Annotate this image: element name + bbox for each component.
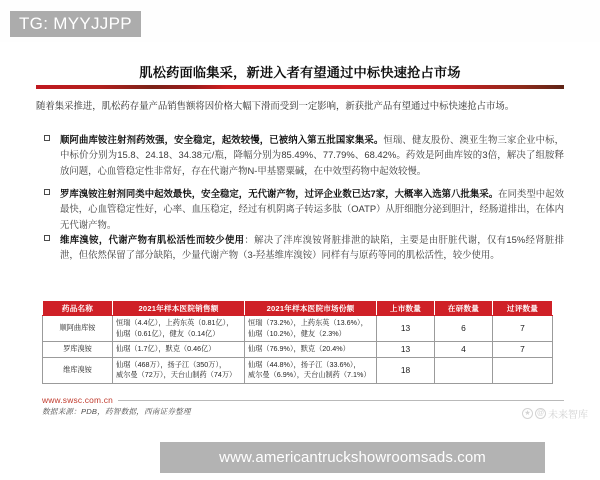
cell-drug-name: 顺阿曲库铵 [43, 316, 113, 342]
table-row [43, 342, 553, 358]
cell-sales-line1: 仙琚（1.7亿），默克（0.46亿） [116, 344, 216, 353]
bullet-item-3 [36, 232, 564, 263]
footer-website-url[interactable]: www.swsc.com.cn [42, 395, 113, 405]
slide-content [0, 42, 600, 440]
cell-share-line1: 仙琚（76.9%），默克（20.4%） [248, 344, 350, 353]
cell-drug-name: 罗库溴铵 [43, 342, 113, 358]
bullet-1-text [60, 132, 564, 178]
cell-sales [113, 342, 245, 358]
cell-sales [113, 316, 245, 342]
cell-share [245, 342, 377, 358]
bullet-2-rest: 在同类型中起效最快，心血管稳定性好，心率、血压稳定，经过有机阴离子转运多肽（OATP）从肝细胞分泌到胆汁，经肠道排出，在体内无代谢产物。 [60, 188, 564, 230]
cell-listed-count: 13 [377, 316, 435, 342]
bullet-1-lead: 顺阿曲库铵注射剂药效强，安全稳定，起效较慢，已被纳入第五批国家集采。 [60, 134, 384, 145]
cell-sales-line1: 仙琚（468万），扬子江（350万）， [116, 359, 227, 369]
table-header-passed: 过评数量 [493, 301, 553, 316]
cell-sales-line2: 仙琚（0.61亿），健友（0.14亿） [116, 328, 220, 338]
cell-share-line1: 仙琚（44.8%），扬子江（33.6%）， [248, 359, 361, 369]
cell-passed-count: 7 [493, 316, 553, 342]
cell-listed-count: 18 [377, 357, 435, 383]
cell-share [245, 316, 377, 342]
square-bullet-icon [44, 235, 50, 241]
cell-passed-count: 7 [493, 342, 553, 358]
square-bullet-icon [44, 135, 50, 141]
bullet-3-rest: ：解决了泮库溴铵肾脏排泄的缺陷，主要是由肝脏代谢，仅有15%经肾脏排泄，但依然保留了部分缺陷，少量代谢产物（3-羟基维库溴铵）同样有与原药等同的肌松活性，较少使用。 [60, 234, 564, 261]
table-header-drug-name: 药品名称 [43, 301, 113, 316]
drug-comparison-table-wrapper [42, 300, 552, 384]
cell-research-count [435, 357, 493, 383]
table-header-share: 2021年样本医院市场份额 [245, 301, 377, 316]
cell-sales-line1: 恒瑞（4.4亿），上药东英（0.81亿）， [116, 318, 234, 327]
title-underline-rule [36, 85, 564, 89]
intro-paragraph: 随着集采推进，肌松药存量产品销售额将因价格大幅下滑而受到一定影响，新获批产品有望通过中标快速抢占市场。 [36, 100, 515, 111]
bullet-2-text [60, 186, 564, 232]
table-header-listed: 上市数量 [377, 301, 435, 316]
cell-sales-line2: 威尔曼（72万），天台山制药（74万） [116, 370, 237, 379]
table-header-sales: 2021年样本医院销售额 [113, 301, 245, 316]
cell-share-line2: 威尔曼（6.9%），天台山制药（7.1%） [248, 370, 371, 379]
cell-passed-count [493, 357, 553, 383]
footer-divider [118, 400, 564, 401]
watermark [522, 406, 588, 421]
bottom-banner [0, 440, 600, 480]
table-row [43, 357, 553, 383]
cell-research-count: 4 [435, 342, 493, 358]
watermark-label: 未来智库 [548, 410, 588, 421]
bullet-item-1 [36, 132, 564, 178]
cell-research-count: 6 [435, 316, 493, 342]
bullet-1-rest: 恒瑞、健友股份、澳亚生物三家企业中标，中标价分别为15.8、24.18、34.38元/瓶，降幅分别为85.49%、77.79%、68.42%。药效是阿曲库铵的3倍，解决了组胺释放问题，心血管稳定性非常好，存在代谢产物N-甲基罂粟碱，在中效型药物中起效较慢。 [60, 134, 564, 176]
cell-listed-count: 13 [377, 342, 435, 358]
cell-share-line1: 恒瑞（73.2%），上药东英（13.6%）， [248, 318, 368, 327]
cell-drug-name: 维库溴铵 [43, 357, 113, 383]
bullet-2-lead: 罗库溴铵注射剂同类中起效最快，安全稳定，无代谢产物，过评企业数已达7家，大概率入选第八批集采。 [60, 188, 499, 199]
cell-share-line2: 仙琚（10.2%），健友（2.3%） [248, 328, 346, 338]
at-sign-icon: @ [536, 410, 545, 417]
table-header-research: 在研数量 [435, 301, 493, 316]
bullet-3-text [60, 232, 564, 263]
banner-url-label[interactable]: www.americantruckshowroomsads.com [160, 442, 545, 473]
table-header-row [43, 301, 553, 316]
footer-data-source: 数据来源：PDB，药智数据，西南证券整理 [42, 407, 191, 416]
table-row [43, 316, 553, 342]
cell-share [245, 357, 377, 383]
tg-tag-label: TG: MYYJJPP [10, 11, 141, 37]
bullet-3-lead: 维库溴铵，代谢产物有肌松活性而较少使用 [60, 234, 245, 245]
drug-comparison-table [42, 300, 553, 384]
square-bullet-icon [44, 189, 50, 195]
weibo-logo-icon: ★ [522, 408, 533, 419]
cell-sales [113, 357, 245, 383]
slide-title: 肌松药面临集采，新进入者有望通过中标快速抢占市场 [139, 65, 461, 80]
bullet-item-2 [36, 186, 564, 232]
